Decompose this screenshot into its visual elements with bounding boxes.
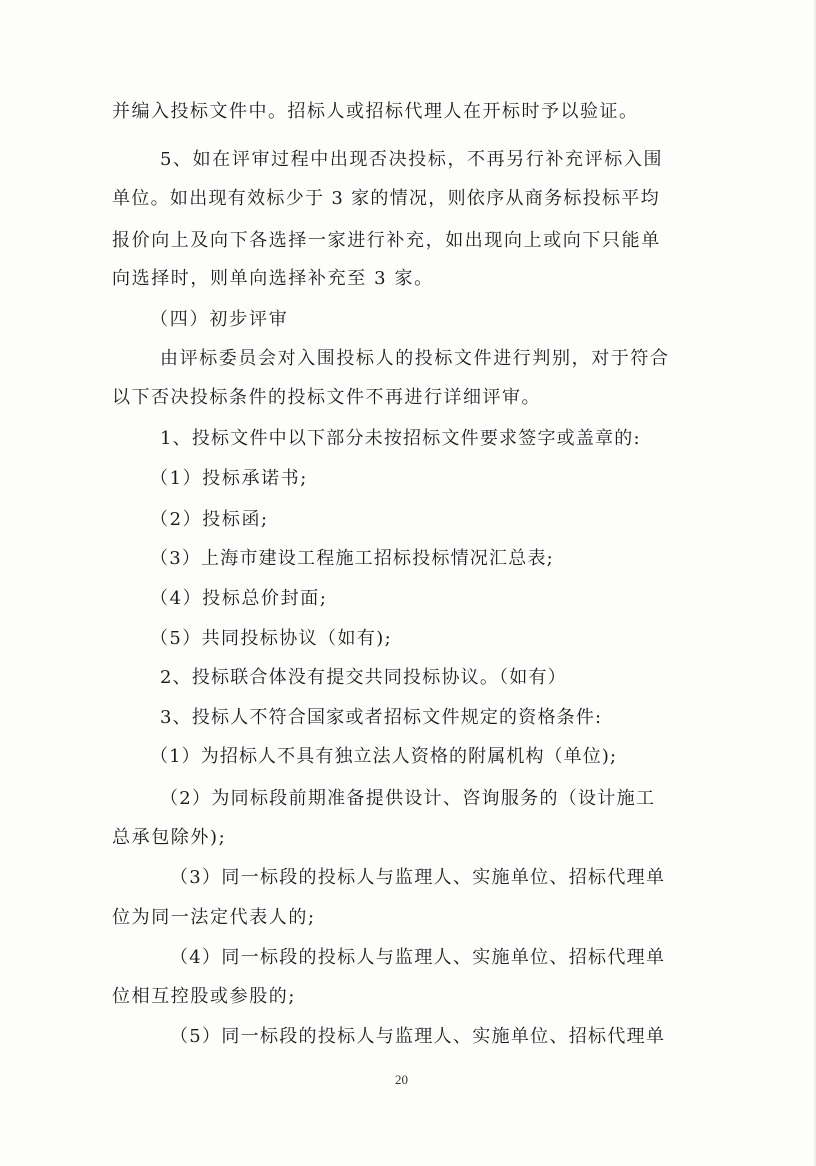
text-line-3: 单位。如出现有效标少于 3 家的情况，则依序从商务标投标平均 bbox=[112, 188, 660, 209]
text-line-7: 由评标委员会对入围投标人的投标文件进行判别，对于符合 bbox=[160, 348, 670, 369]
qualification-item-4: （4）同一标段的投标人与监理人、实施单位、招标代理单 bbox=[170, 947, 666, 968]
list-item-5: （5）共同投标协议（如有); bbox=[150, 628, 393, 649]
text-line-9: 1、投标文件中以下部分未按招标文件要求签字或盖章的: bbox=[160, 428, 641, 449]
list-item-3: （3）上海市建设工程施工招标投标情况汇总表; bbox=[150, 548, 554, 569]
qualification-item-2-cont: 总承包除外); bbox=[112, 827, 227, 848]
qualification-item-2: （2）为同标段前期准备提供设计、咨询服务的（设计施工 bbox=[160, 788, 656, 809]
text-line-5: 向选择时，则单向选择补充至 3 家。 bbox=[112, 268, 434, 289]
page-number: 20 bbox=[395, 1072, 408, 1087]
qualification-item-1: （1）为招标人不具有独立法人资格的附属机构（单位); bbox=[150, 746, 618, 767]
qualification-item-4-cont: 位相互控股或参股的; bbox=[112, 986, 297, 1007]
text-line-4: 报价向上及向下各选择一家进行补充，如出现向上或向下只能单 bbox=[112, 230, 661, 251]
section-heading: （四）初步评审 bbox=[150, 309, 289, 330]
qualification-item-5: （5）同一标段的投标人与监理人、实施单位、招标代理单 bbox=[170, 1026, 666, 1047]
text-line-1: 并编入投标文件中。招标人或招标代理人在开标时予以验证。 bbox=[112, 101, 639, 122]
list-item-2: （2）投标函; bbox=[150, 509, 269, 530]
list-item-1: （1）投标承诺书; bbox=[150, 468, 308, 489]
qualification-item-3-cont: 位为同一法定代表人的; bbox=[112, 907, 316, 928]
text-line-8: 以下否决投标条件的投标文件不再进行详细评审。 bbox=[112, 387, 541, 408]
text-line-15: 2、投标联合体没有提交共同投标协议。（如有） bbox=[160, 667, 567, 688]
text-line-16: 3、投标人不符合国家或者招标文件规定的资格条件: bbox=[160, 707, 603, 728]
text-line-2: 5、如在评审过程中出现否决投标，不再另行补充评标入围 bbox=[160, 149, 664, 170]
qualification-item-3: （3）同一标段的投标人与监理人、实施单位、招标代理单 bbox=[170, 867, 666, 888]
list-item-4: （4）投标总价封面; bbox=[150, 588, 328, 609]
